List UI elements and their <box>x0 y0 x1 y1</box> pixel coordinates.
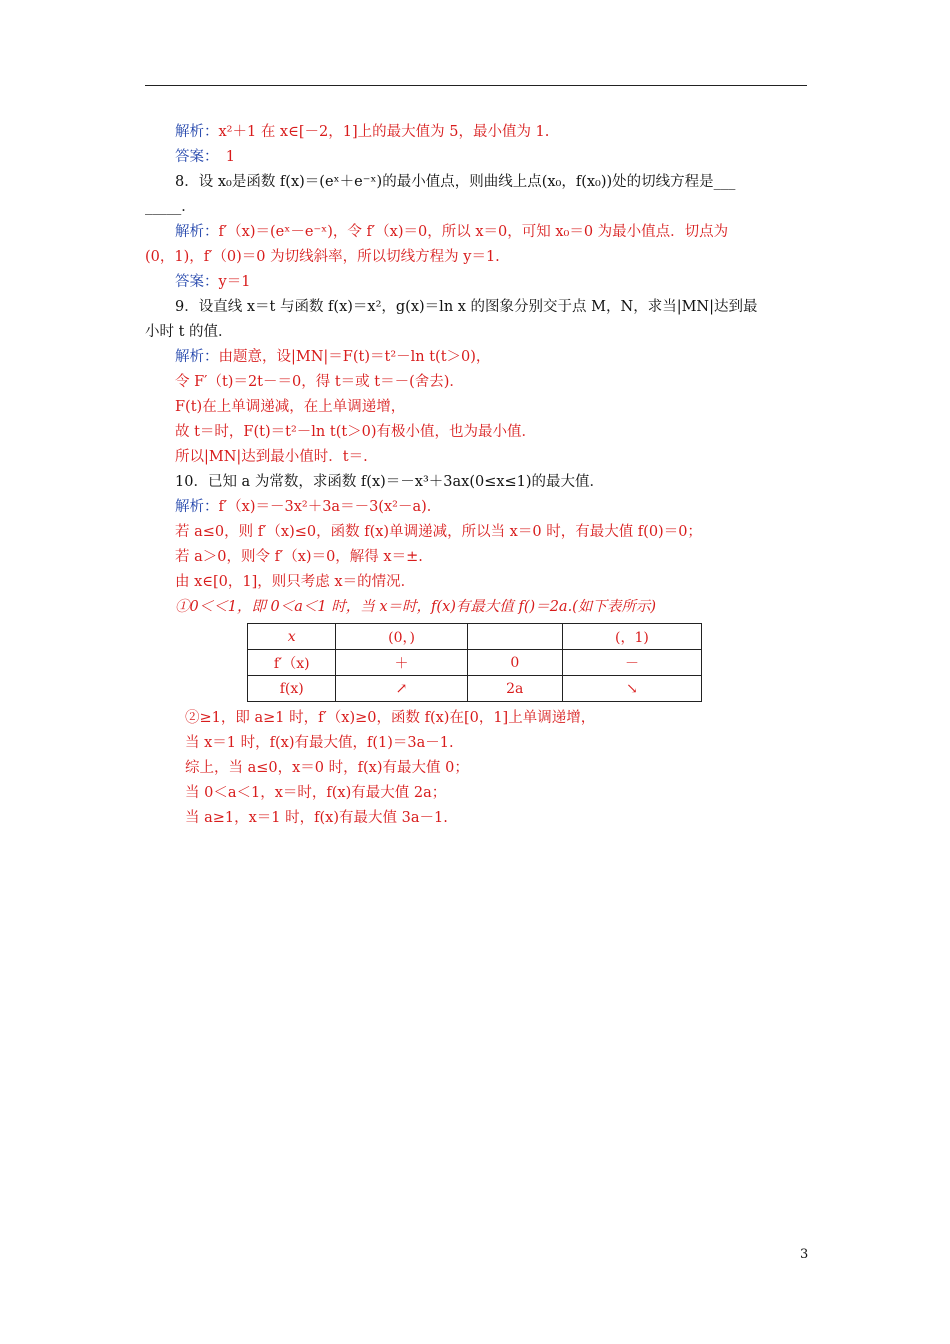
line-17: 若 a≤0，则 f′（x)≤0，函数 f(x)单调递减，所以当 x＝0 时，有最大值 f(0)＝0； <box>175 524 702 540</box>
line-22: 当 x＝1 时，f(x)有最大值，f(1)＝3a－1. <box>185 735 454 751</box>
table-cell <box>467 624 562 650</box>
line-5: 解析：f′（x)＝(eˣ－e⁻ˣ)，令 f′（x)＝0，所以 x＝0，可知 x₀＝0 为最小值点．切点为 <box>175 224 729 240</box>
line-1: 解析：x²＋1 在 x∈[－2，1]上的最大值为 5，最小值为 1. <box>175 124 550 140</box>
table-cell: f′（x) <box>248 650 336 676</box>
page-number: 3 <box>800 1247 809 1262</box>
table-row <box>248 676 702 702</box>
line-11: 令 F′（t)＝2t－＝0，得 t＝或 t＝－(舍去)． <box>175 374 464 390</box>
increasing-arrow-icon: ↗ <box>336 676 467 702</box>
line-24: 当 0＜a＜1，x＝时，f(x)有最大值 2a； <box>185 785 447 801</box>
variation-table <box>247 623 702 702</box>
line-21: ②≥1，即 a≥1 时，f′（x)≥0，函数 f(x)在[0，1]上单调递增， <box>185 710 596 726</box>
table-row <box>248 650 702 676</box>
line-8: 9．设直线 x＝t 与函数 f(x)＝x²，g(x)＝ln x 的图象分别交于点 M，N，求当|MN|达到最 <box>175 299 758 315</box>
line-12: F(t)在上单调递减，在上单调递增， <box>175 399 406 415</box>
line-4: _____． <box>145 199 196 215</box>
table-cell: ＋ <box>336 650 467 676</box>
table-cell: － <box>562 650 701 676</box>
line-7: 答案：y＝1 <box>175 274 251 290</box>
table-cell: (，1) <box>562 624 701 650</box>
line-14: 所以|MN|达到最小值时．t＝. <box>175 449 368 465</box>
line-6: (0，1)，f′（0)＝0 为切线斜率，所以切线方程为 y＝1. <box>145 249 500 265</box>
table-cell: 2a <box>467 676 562 702</box>
line-15: 10．已知 a 为常数，求函数 f(x)＝－x³＋3ax(0≤x≤1)的最大值． <box>175 474 605 490</box>
line-20: ①0＜＜1，即 0＜a＜1 时，当 x＝时，f(x)有最大值 f()＝2a.(如下表所示) <box>175 599 656 615</box>
line-23: 综上，当 a≤0，x＝0 时，f(x)有最大值 0； <box>185 760 469 776</box>
line-19: 由 x∈[0，1]，则只考虑 x＝的情况． <box>175 574 416 590</box>
line-18: 若 a＞0，则令 f′（x)＝0，解得 x＝±. <box>175 549 423 565</box>
line-9: 小时 t 的值． <box>145 324 233 340</box>
line-3: 8．设 x₀是函数 f(x)＝(eˣ＋e⁻ˣ)的最小值点，则曲线上点(x₀，f(x₀))处的切线方程是___ <box>175 174 736 190</box>
line-2: 答案： 1 <box>175 149 235 165</box>
line-16: 解析：f′（x)＝－3x²＋3a＝－3(x²－a)． <box>175 499 442 515</box>
line-13: 故 t＝时，F(t)＝t²－ln t(t＞0)有极小值，也为最小值． <box>175 424 537 440</box>
header-rule <box>145 85 807 86</box>
decreasing-arrow-icon: ↘ <box>562 676 701 702</box>
table-cell: 0 <box>467 650 562 676</box>
line-25: 当 a≥1，x＝1 时，f(x)有最大值 3a－1. <box>185 810 448 826</box>
table-cell: (0，) <box>336 624 467 650</box>
table-cell: f(x) <box>248 676 336 702</box>
line-10: 解析：由题意，设|MN|＝F(t)＝t²－ln t(t＞0)， <box>175 349 491 365</box>
table-cell: x <box>248 624 336 650</box>
table-row <box>248 624 702 650</box>
